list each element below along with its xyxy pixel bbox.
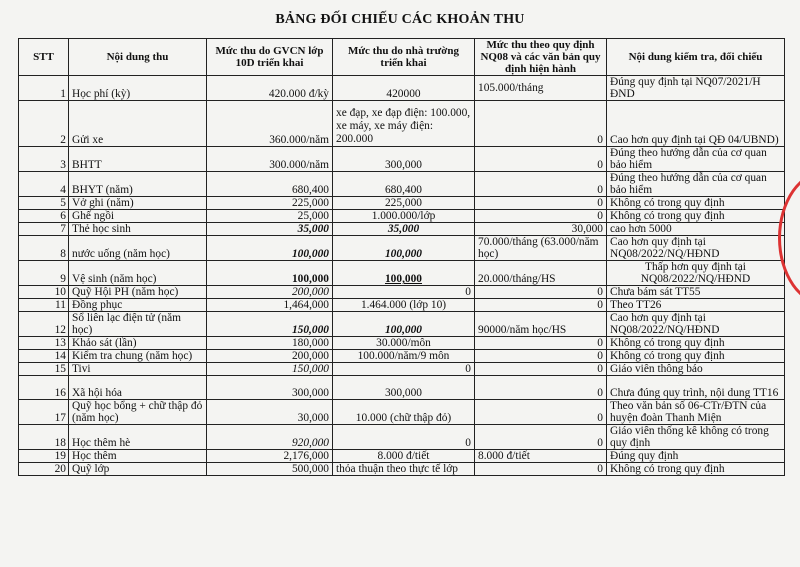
cell-regulation (475, 337, 607, 350)
cell-gvcn (207, 425, 333, 450)
cell-stt (19, 425, 69, 450)
cell-content (69, 172, 207, 197)
cell-text: 0 (597, 350, 603, 362)
cell-stt (19, 312, 69, 337)
cell-text: 0 (465, 286, 471, 298)
cell-regulation (475, 376, 607, 400)
cell-text: 100,000 (384, 273, 423, 285)
cell-text: Đúng quy định tại NQ07/2021/H ĐND (610, 76, 761, 100)
cell-text: 8 (60, 248, 66, 260)
cell-text: 35,000 (387, 223, 420, 235)
cell-gvcn (207, 236, 333, 261)
cell-check (607, 363, 785, 376)
cell-text: 100,000 (291, 248, 329, 260)
cell-text: 2,176,000 (283, 450, 329, 462)
cell-text: Đúng quy định (610, 450, 679, 462)
cell-check (607, 350, 785, 363)
cell-regulation (475, 350, 607, 363)
cell-school (333, 76, 475, 101)
cell-text: Đồng phục (72, 299, 123, 311)
cell-school (333, 463, 475, 476)
table-header-row (19, 39, 785, 76)
cell-text: 9 (60, 273, 66, 285)
cell-gvcn (207, 223, 333, 236)
cell-regulation (475, 286, 607, 299)
cell-text: 920,000 (291, 437, 329, 449)
cell-text: Cao hơn quy định tại QĐ 04/UBND) (610, 134, 779, 146)
cell-text: 100,000 (384, 248, 423, 260)
table-row (19, 376, 785, 400)
cell-text: 30.000/môn (376, 337, 431, 349)
cell-regulation (475, 400, 607, 425)
cell-text: 105.000/tháng (478, 82, 544, 94)
cell-regulation (475, 450, 607, 463)
cell-stt (19, 286, 69, 299)
cell-check (607, 223, 785, 236)
cell-regulation (475, 363, 607, 376)
cell-text: Tivi (72, 363, 91, 375)
cell-text: Chưa đúng quy trình, nội dung TT16 (610, 387, 779, 399)
cell-gvcn (207, 197, 333, 210)
cell-text: 19 (54, 450, 66, 462)
cell-text: Khảo sát (lần) (72, 337, 137, 349)
cell-school (333, 286, 475, 299)
cell-text: 225,000 (384, 197, 423, 209)
cell-school (333, 147, 475, 172)
cell-regulation (475, 76, 607, 101)
cell-check (607, 261, 785, 286)
header-gvcn: Mức thu do GVCN lớp 10D triển khai (207, 39, 333, 76)
cell-text: 12 (54, 324, 66, 336)
cell-text: Không có trong quy định (610, 337, 725, 349)
cell-text: 300,000 (291, 387, 329, 399)
table-row (19, 425, 785, 450)
cell-stt (19, 299, 69, 312)
cell-gvcn (207, 261, 333, 286)
table-row (19, 350, 785, 363)
cell-gvcn (207, 463, 333, 476)
cell-school (333, 450, 475, 463)
cell-content (69, 350, 207, 363)
cell-text: 14 (54, 350, 66, 362)
cell-regulation (475, 425, 607, 450)
cell-text: 420.000 đ/kỳ (268, 88, 329, 100)
cell-text: 2 (60, 134, 66, 146)
cell-text: Không có trong quy định (610, 197, 725, 209)
cell-regulation (475, 236, 607, 261)
cell-regulation (475, 463, 607, 476)
cell-content (69, 223, 207, 236)
cell-text: 20 (54, 463, 66, 475)
cell-check (607, 400, 785, 425)
cell-content (69, 450, 207, 463)
cell-check (607, 172, 785, 197)
cell-text: 200,000 (291, 350, 329, 362)
cell-text: 0 (597, 299, 603, 311)
cell-text: 0 (597, 184, 603, 196)
cell-check (607, 312, 785, 337)
table-row (19, 337, 785, 350)
cell-content (69, 463, 207, 476)
cell-text: 0 (597, 337, 603, 349)
cell-text: 0 (597, 387, 603, 399)
table-row (19, 299, 785, 312)
cell-check (607, 376, 785, 400)
cell-stt (19, 172, 69, 197)
table-row (19, 312, 785, 337)
cell-text: 10.000 (chữ thập đỏ) (355, 412, 452, 424)
cell-gvcn (207, 101, 333, 147)
cell-regulation (475, 312, 607, 337)
cell-school (333, 197, 475, 210)
cell-text: 70.000/tháng (63.000/năm học) (478, 236, 599, 260)
cell-text: Kiểm tra chung (năm học) (72, 350, 193, 362)
cell-regulation (475, 299, 607, 312)
header-content: Nội dung thu (69, 39, 207, 76)
cell-content (69, 363, 207, 376)
cell-content (69, 101, 207, 147)
cell-text: BHTT (72, 159, 102, 171)
cell-text: 680,400 (291, 184, 329, 196)
cell-text: 180,000 (291, 337, 329, 349)
cell-content (69, 210, 207, 223)
cell-regulation (475, 261, 607, 286)
cell-text: 150,000 (291, 324, 329, 336)
cell-text: 11 (55, 299, 66, 311)
cell-school (333, 312, 475, 337)
cell-text: 200,000 (291, 286, 329, 298)
cell-school (333, 299, 475, 312)
table-row (19, 172, 785, 197)
cell-stt (19, 463, 69, 476)
cell-gvcn (207, 312, 333, 337)
document-title: BẢNG ĐỐI CHIẾU CÁC KHOẢN THU (275, 12, 525, 27)
cell-content (69, 286, 207, 299)
cell-text: 16 (54, 387, 66, 399)
cell-text: Sổ liên lạc điện tử (năm học) (72, 312, 181, 336)
cell-stt (19, 450, 69, 463)
cell-school (333, 400, 475, 425)
cell-content (69, 400, 207, 425)
cell-regulation (475, 147, 607, 172)
cell-content (69, 261, 207, 286)
cell-school (333, 337, 475, 350)
cell-text: 1,464,000 (283, 299, 329, 311)
table-row (19, 463, 785, 476)
cell-text: Đúng theo hướng dẫn của cơ quan bảo hiểm (610, 172, 767, 196)
cell-text: 1.464.000 (lớp 10) (360, 299, 447, 311)
cell-text: 0 (597, 210, 603, 222)
cell-text: 0 (597, 363, 603, 375)
table-row (19, 450, 785, 463)
cell-text: 8.000 đ/tiết (478, 450, 530, 462)
cell-gvcn (207, 350, 333, 363)
cell-content (69, 299, 207, 312)
cell-school (333, 210, 475, 223)
table-row (19, 76, 785, 101)
cell-text: Ghế ngồi (72, 210, 115, 222)
cell-text: 300.000/năm (269, 159, 329, 171)
cell-text: thỏa thuận theo thực tế lớp (336, 463, 458, 475)
cell-regulation (475, 197, 607, 210)
header-school: Mức thu do nhà trường triển khai (333, 39, 475, 76)
table-row (19, 261, 785, 286)
cell-text: 100.000/năm/9 môn (357, 350, 450, 362)
comparison-table (18, 38, 785, 476)
cell-school (333, 376, 475, 400)
cell-text: 360.000/năm (269, 134, 329, 146)
cell-stt (19, 101, 69, 147)
cell-text: 0 (597, 463, 603, 475)
cell-text: 13 (54, 337, 66, 349)
header-check: Nội dung kiểm tra, đối chiếu (607, 39, 785, 76)
cell-content (69, 337, 207, 350)
cell-text: 0 (597, 437, 603, 449)
cell-text: 0 (597, 197, 603, 209)
cell-text: 25,000 (297, 210, 329, 222)
cell-regulation (475, 101, 607, 147)
cell-check (607, 450, 785, 463)
cell-text: 680,400 (384, 184, 423, 196)
cell-text: 225,000 (291, 197, 329, 209)
table-row (19, 197, 785, 210)
cell-content (69, 312, 207, 337)
cell-school (333, 236, 475, 261)
cell-stt (19, 337, 69, 350)
cell-school (333, 350, 475, 363)
table-row (19, 286, 785, 299)
cell-gvcn (207, 210, 333, 223)
cell-text: Học thêm hè (72, 437, 131, 449)
red-stamp-fragment (772, 170, 800, 300)
cell-check (607, 197, 785, 210)
cell-text: 0 (465, 363, 471, 375)
cell-text: Chưa bám sát TT55 (610, 286, 701, 298)
cell-check (607, 236, 785, 261)
cell-stt (19, 147, 69, 172)
cell-text: Đúng theo hướng dẫn của cơ quan bảo hiểm (610, 147, 767, 171)
header-stt: STT (19, 39, 69, 76)
table-row (19, 101, 785, 147)
cell-text: 8.000 đ/tiết (377, 450, 430, 462)
cell-regulation (475, 223, 607, 236)
cell-text: BHYT (năm) (72, 184, 133, 196)
cell-text: Vệ sinh (năm học) (72, 273, 157, 285)
cell-check (607, 286, 785, 299)
cell-text: 30,000 (297, 412, 329, 424)
cell-text: Thẻ học sinh (72, 223, 131, 235)
cell-content (69, 236, 207, 261)
cell-check (607, 337, 785, 350)
cell-gvcn (207, 147, 333, 172)
cell-content (69, 376, 207, 400)
cell-regulation (475, 210, 607, 223)
cell-text: 90000/năm học/HS (478, 324, 567, 336)
cell-check (607, 463, 785, 476)
cell-text: 17 (54, 412, 66, 424)
cell-text: 0 (597, 412, 603, 424)
cell-text: 7 (60, 223, 66, 235)
cell-text: 3 (60, 159, 66, 171)
cell-text: Theo văn bản số 06-CTr/ĐTN của huyện đoàn Thanh Miện (610, 400, 767, 424)
cell-stt (19, 236, 69, 261)
table-row (19, 400, 785, 425)
cell-content (69, 197, 207, 210)
cell-text: 15 (54, 363, 66, 375)
cell-text: 300,000 (384, 159, 423, 171)
cell-text: xe đạp, xe đạp điện: 100.000, xe máy, xe máy điện: 200.000 (336, 107, 471, 145)
cell-text: 420000 (386, 88, 421, 100)
cell-text: 0 (597, 286, 603, 298)
cell-gvcn (207, 286, 333, 299)
cell-text: Cao hơn quy định tại NQ08/2022/NQ/HĐND (610, 236, 720, 260)
cell-content (69, 425, 207, 450)
cell-check (607, 299, 785, 312)
cell-text: 0 (465, 437, 471, 449)
cell-text: Học thêm (72, 450, 117, 462)
table-row (19, 223, 785, 236)
cell-text: Học phí (kỳ) (72, 88, 131, 100)
cell-text: Giáo viên thống kê không có trong quy định (610, 425, 769, 449)
cell-stt (19, 76, 69, 101)
cell-text: Không có trong quy định (610, 463, 725, 475)
cell-text: 500,000 (291, 463, 329, 475)
cell-text: Quỹ lớp (72, 463, 110, 475)
cell-text: 6 (60, 210, 66, 222)
cell-text: 5 (60, 197, 66, 209)
cell-text: nước uống (năm học) (72, 248, 170, 260)
cell-school (333, 261, 475, 286)
cell-text: 4 (60, 184, 66, 196)
cell-text: Thấp hơn quy định tại NQ08/2022/NQ/HĐND (640, 261, 751, 285)
cell-stt (19, 261, 69, 286)
cell-stt (19, 210, 69, 223)
cell-school (333, 425, 475, 450)
header-regulation: Mức thu theo quy định NQ08 và các văn bản quy định hiện hành (475, 39, 607, 76)
cell-check (607, 210, 785, 223)
cell-gvcn (207, 299, 333, 312)
cell-stt (19, 197, 69, 210)
cell-text: 150,000 (291, 363, 329, 375)
cell-stt (19, 350, 69, 363)
cell-text: Gửi xe (72, 134, 104, 146)
cell-stt (19, 376, 69, 400)
cell-text: 0 (597, 134, 603, 146)
cell-school (333, 172, 475, 197)
cell-text: Quỹ học bổng + chữ thập đỏ (năm học) (72, 400, 203, 424)
cell-stt (19, 363, 69, 376)
cell-gvcn (207, 450, 333, 463)
cell-gvcn (207, 337, 333, 350)
cell-gvcn (207, 400, 333, 425)
cell-school (333, 363, 475, 376)
table-row (19, 210, 785, 223)
table-row (19, 363, 785, 376)
cell-text: Theo TT26 (610, 299, 662, 311)
cell-content (69, 76, 207, 101)
cell-text: Không có trong quy định (610, 210, 725, 222)
table-row (19, 236, 785, 261)
cell-check (607, 101, 785, 147)
cell-text: Giáo viên thông báo (610, 363, 703, 375)
table-row (19, 147, 785, 172)
cell-gvcn (207, 376, 333, 400)
cell-text: 1 (60, 88, 66, 100)
cell-check (607, 425, 785, 450)
cell-content (69, 147, 207, 172)
cell-gvcn (207, 76, 333, 101)
cell-text: Xã hội hóa (72, 387, 122, 399)
cell-stt (19, 223, 69, 236)
cell-text: 35,000 (297, 223, 329, 235)
cell-check (607, 147, 785, 172)
cell-text: 1.000.000/lớp (371, 210, 436, 222)
cell-text: Vở ghi (năm) (72, 197, 134, 209)
cell-text: cao hơn 5000 (610, 223, 672, 235)
cell-school (333, 223, 475, 236)
cell-text: Cao hơn quy định tại NQ08/2022/NQ/HĐND (610, 312, 720, 336)
cell-check (607, 76, 785, 101)
cell-text: Quỹ Hội PH (năm học) (72, 286, 179, 298)
cell-text: 0 (597, 159, 603, 171)
cell-text: 30,000 (571, 223, 603, 235)
cell-school (333, 101, 475, 147)
cell-text: 300,000 (384, 387, 423, 399)
cell-text: 18 (54, 437, 66, 449)
cell-text: 100,000 (384, 324, 423, 336)
cell-text: 100,000 (291, 273, 329, 285)
cell-stt (19, 400, 69, 425)
cell-text: 10 (54, 286, 66, 298)
cell-gvcn (207, 363, 333, 376)
cell-text: 20.000/tháng/HS (478, 273, 556, 285)
cell-text: Không có trong quy định (610, 350, 725, 362)
cell-regulation (475, 172, 607, 197)
cell-gvcn (207, 172, 333, 197)
